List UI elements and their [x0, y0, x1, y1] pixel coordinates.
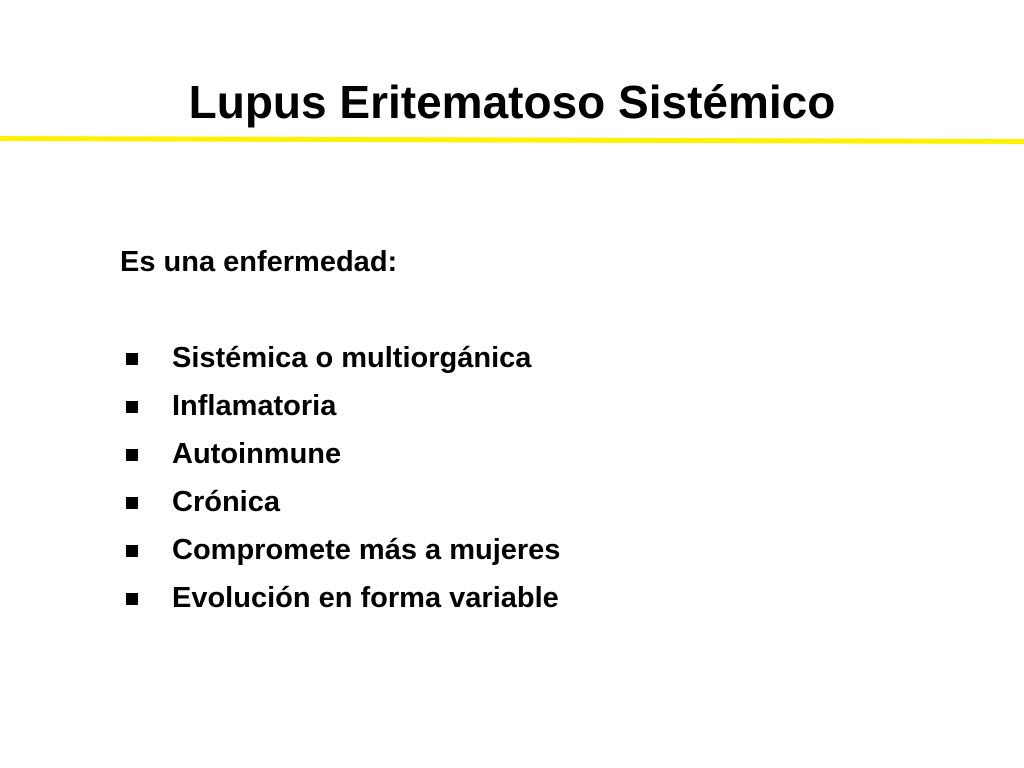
- bullet-text: Evolución en forma variable: [172, 582, 559, 614]
- bullet-text: Sistémica o multiorgánica: [172, 342, 532, 374]
- square-bullet-icon: [126, 401, 138, 413]
- square-bullet-icon: [126, 449, 138, 461]
- intro-text: Es una enfermedad:: [120, 246, 398, 278]
- bullet-text: Autoinmune: [172, 438, 342, 470]
- title-divider-line: [0, 136, 1024, 146]
- bullet-text: Inflamatoria: [172, 390, 337, 422]
- bullet-text: Compromete más a mujeres: [172, 534, 561, 566]
- bullet-text: Crónica: [172, 486, 280, 518]
- slide-title: Lupus Eritematoso Sistémico: [188, 76, 836, 128]
- square-bullet-icon: [126, 593, 138, 605]
- square-bullet-icon: [126, 353, 138, 365]
- divider-line-shape: [0, 136, 1024, 146]
- square-bullet-icon: [126, 545, 138, 557]
- square-bullet-icon: [126, 497, 138, 509]
